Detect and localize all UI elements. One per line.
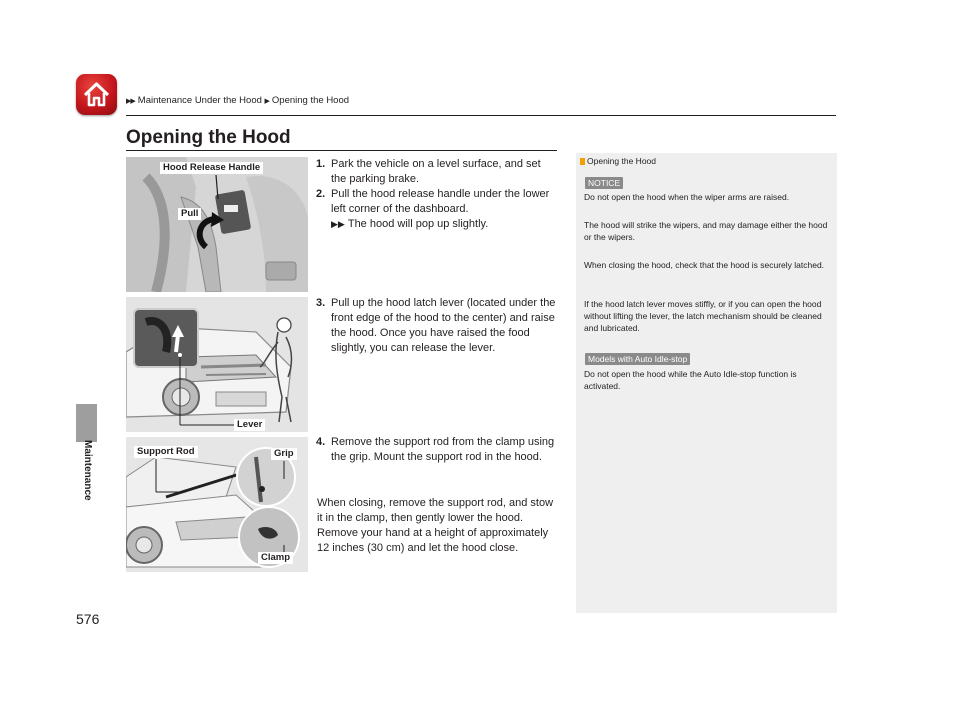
step-text: Pull up the hood latch lever (located under the front edge of the hood to the center) and raise the hood. Once you have raised the food slightly, you can release the lever. <box>331 297 556 354</box>
callout-hood-release-handle: Hood Release Handle <box>160 162 263 174</box>
step-result-text: The hood will pop up slightly. <box>347 218 489 230</box>
header-divider <box>126 115 836 116</box>
section-label: Maintenance <box>82 440 93 501</box>
note-paragraph-3: If the hood latch lever moves stiffly, or if you can open the hood without lifting the lever, the latch mechanism should be cleaned and lubricated. <box>584 299 822 333</box>
step-1 <box>317 157 557 187</box>
breadcrumb-current-page: Opening the Hood <box>271 95 350 106</box>
closing-instructions: When closing, remove the support rod, and stow it in the clamp, then gently lower the hood. Remove your hand at a height of approximately 12 inches (30 cm) and let the hood close. <box>317 497 554 554</box>
step-text: Remove the support rod from the clamp using the grip. Mount the support rod in the hood. <box>331 436 555 463</box>
breadcrumb-arrow-icon: ▶▶ <box>126 98 135 105</box>
page-title: Opening the Hood <box>126 127 291 148</box>
step-number: 1. <box>316 158 326 170</box>
support-rod-illustration <box>126 437 308 572</box>
step-text: Pull the hood release handle under the lower left corner of the dashboard. <box>331 188 550 215</box>
step-4-block <box>317 435 557 465</box>
step-number: 2. <box>316 188 326 200</box>
note-heading-text: Opening the Hood <box>587 156 656 166</box>
title-divider <box>126 150 557 151</box>
home-button[interactable] <box>76 74 117 115</box>
model-badge: Models with Auto Idle-stop <box>585 353 690 365</box>
callout-lever: Lever <box>234 419 265 431</box>
breadcrumb <box>126 95 349 106</box>
breadcrumb-arrow-icon: ▶ <box>264 98 269 105</box>
step-number: 4. <box>316 436 326 448</box>
hood-release-illustration <box>126 157 308 292</box>
note-paragraph-2: When closing the hood, check that the hood is securely latched. <box>584 260 825 270</box>
steps-1-2 <box>317 157 557 232</box>
callout-clamp: Clamp <box>258 552 293 564</box>
callout-pull: Pull <box>178 208 201 220</box>
callout-grip: Grip <box>271 448 297 460</box>
model-note-text: Do not open the hood while the Auto Idle-stop function is activated. <box>584 369 797 391</box>
section-tab-marker <box>76 404 97 442</box>
step-text: Park the vehicle on a level surface, and set the parking brake. <box>331 158 541 185</box>
hood-latch-illustration <box>126 297 308 432</box>
callout-support-rod: Support Rod <box>134 446 198 458</box>
step-number: 3. <box>316 297 326 309</box>
home-icon <box>82 80 111 109</box>
step-2-result <box>331 217 557 232</box>
page-number: 576 <box>76 611 100 627</box>
notice-badge: NOTICE <box>585 177 623 189</box>
note-marker-icon <box>580 158 585 165</box>
step-3 <box>317 296 557 356</box>
note-paragraph-1: The hood will strike the wipers, and may damage either the hood or the wipers. <box>584 220 828 242</box>
result-arrow-icon: ▶▶ <box>331 219 345 229</box>
step-2 <box>317 187 557 232</box>
breadcrumb-link-maintenance-under-hood[interactable]: Maintenance Under the Hood <box>137 95 262 106</box>
step-3-block <box>317 296 557 356</box>
step-4 <box>317 435 557 465</box>
note-heading <box>580 156 656 166</box>
notice-text: Do not open the hood when the wiper arms are raised. <box>584 192 790 202</box>
